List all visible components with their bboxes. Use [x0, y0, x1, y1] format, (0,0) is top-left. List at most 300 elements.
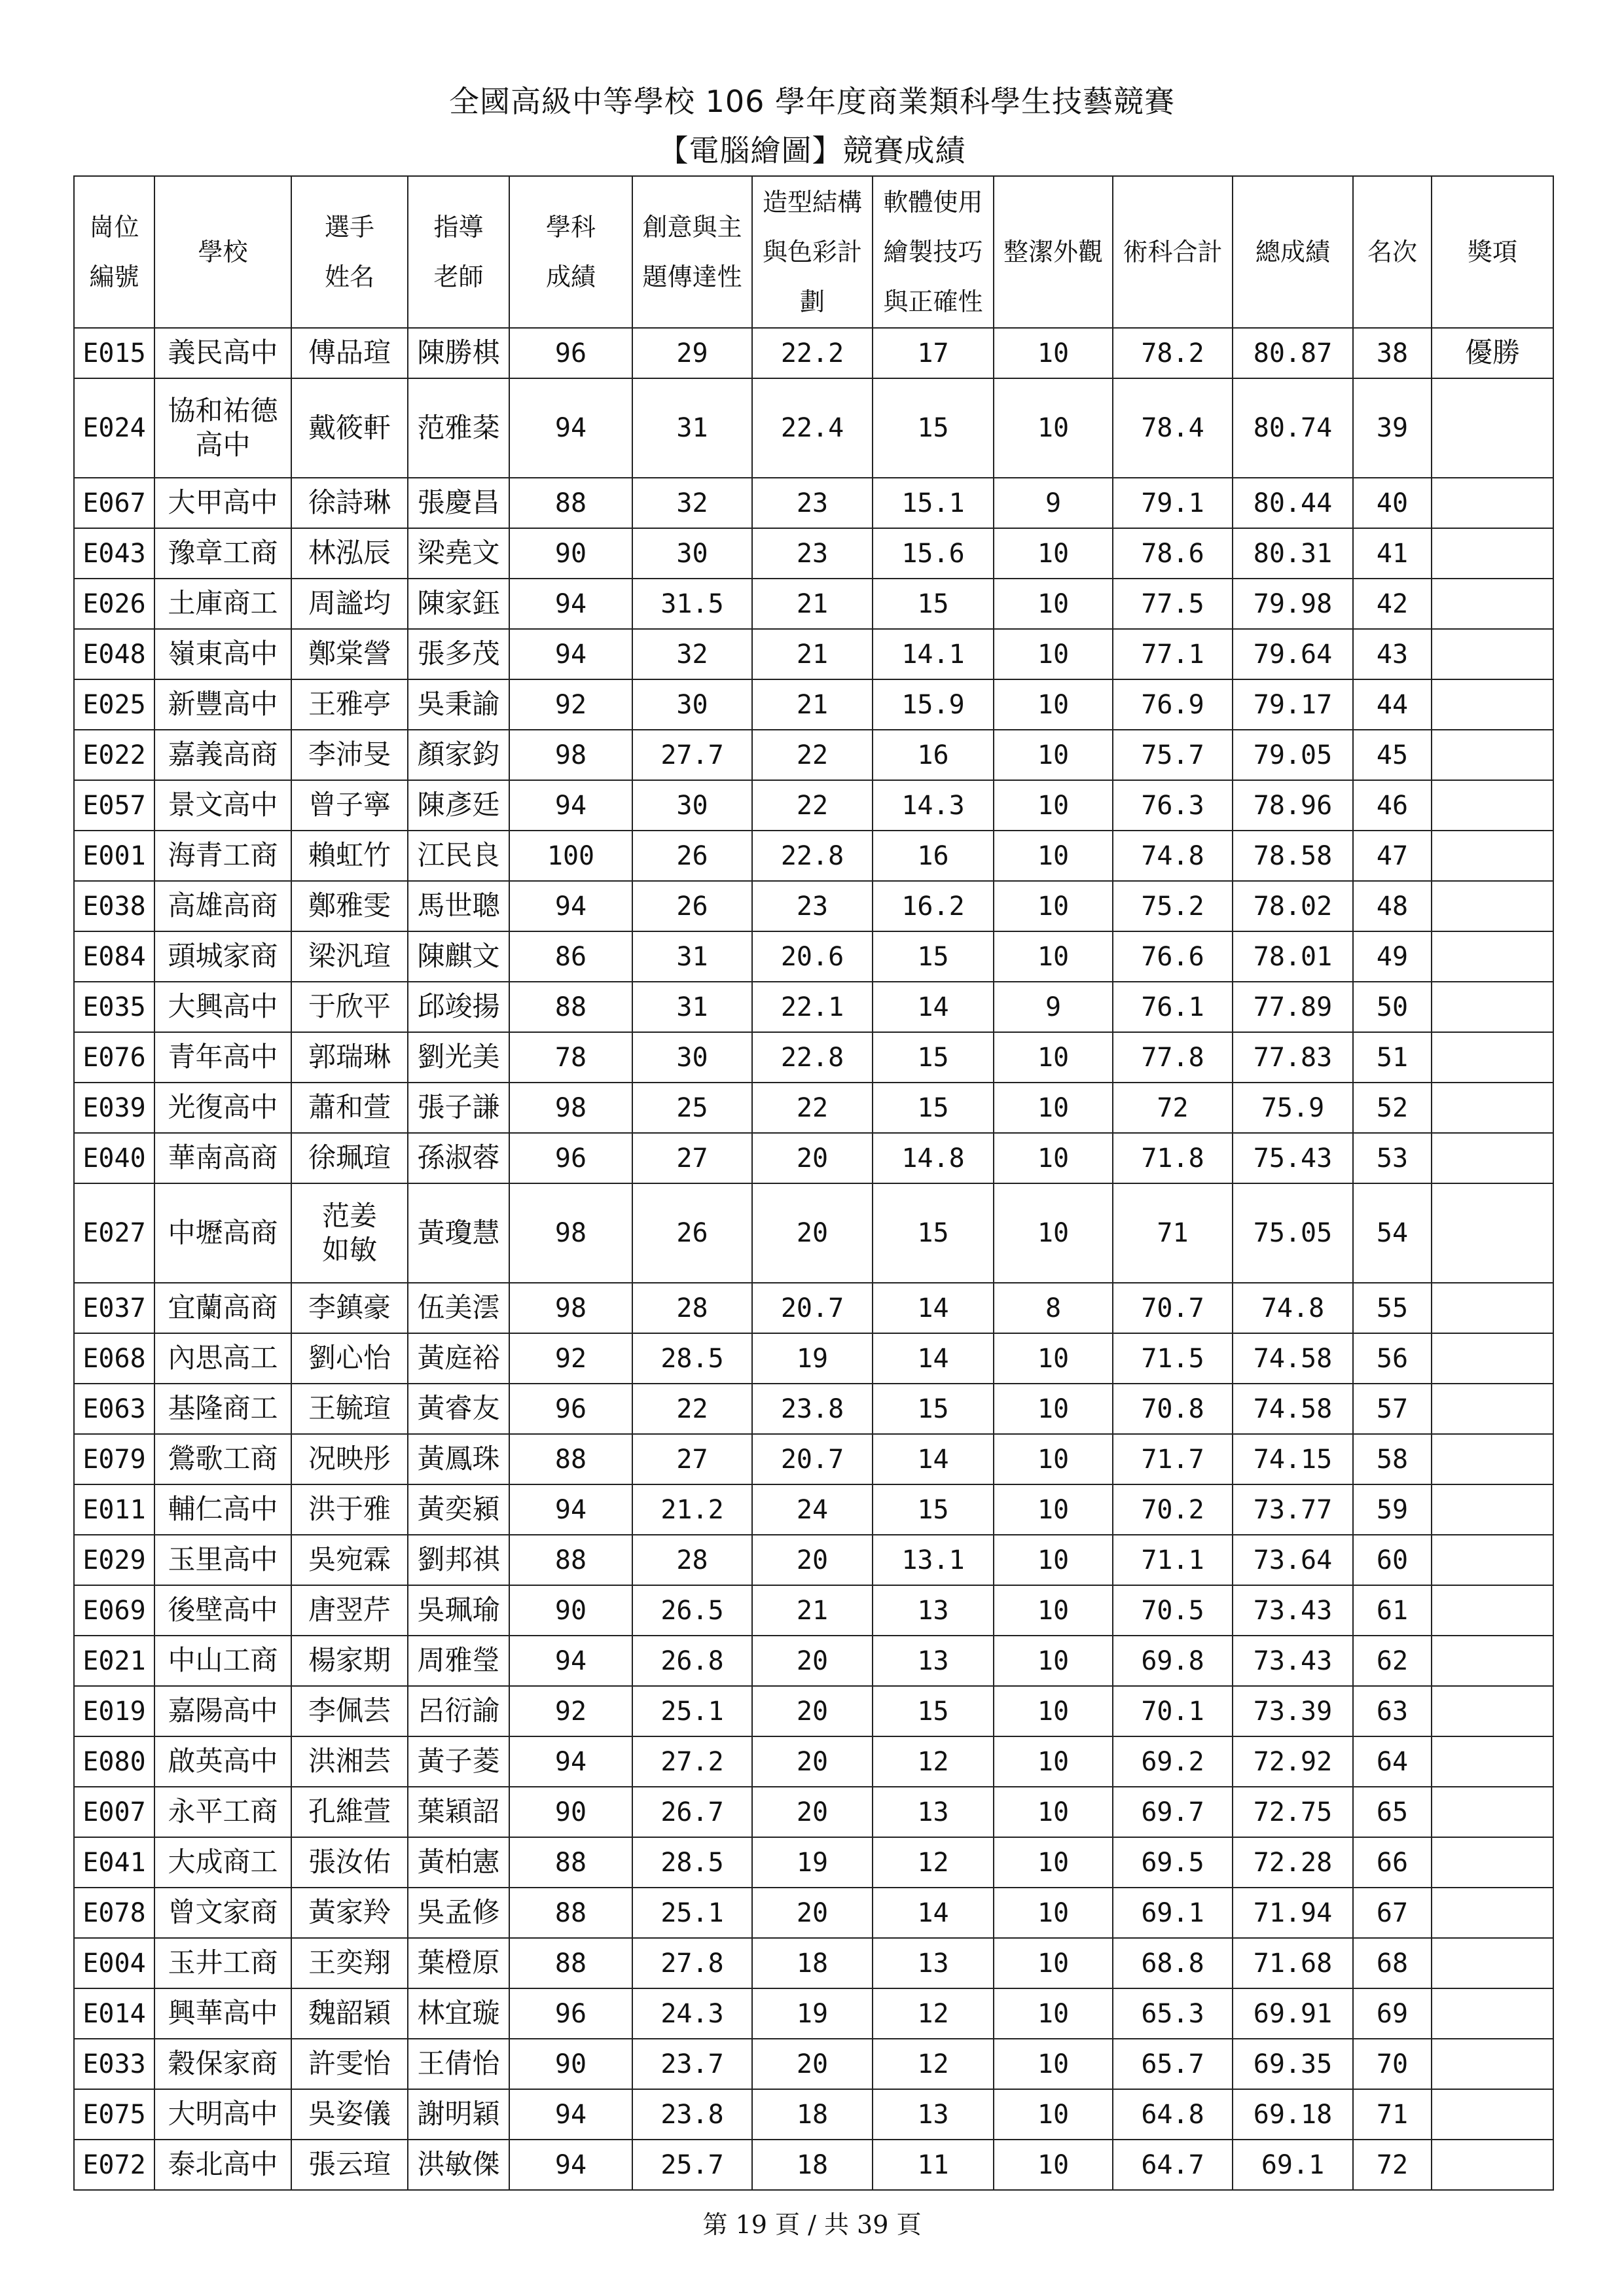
table-row	[74, 831, 1553, 881]
cell-teacher	[408, 780, 509, 831]
cell-rank: 42	[1353, 579, 1432, 629]
cell-total: 74.15	[1233, 1434, 1353, 1484]
cell-total: 78.01	[1233, 931, 1353, 982]
cell-line: 張云瑄	[308, 2148, 391, 2181]
cell-creativity: 31	[632, 931, 752, 982]
cell-academic: 90	[509, 528, 632, 579]
cell-line: 王奕翔	[308, 1946, 391, 1979]
cell-player	[291, 1083, 408, 1133]
column-header-line: 成績	[545, 262, 596, 291]
cell-line: 景文高中	[168, 789, 278, 821]
cell-award	[1432, 1988, 1553, 2039]
cell-school	[154, 1837, 291, 1888]
cell-academic: 98	[509, 1183, 632, 1283]
cell-line: 中山工商	[168, 1644, 278, 1677]
cell-line: 嘉陽高中	[168, 1695, 278, 1727]
cell-design: 20	[752, 1636, 873, 1686]
cell-practical: 76.1	[1113, 982, 1233, 1032]
cell-total: 75.05	[1233, 1183, 1353, 1283]
cell-creativity: 31	[632, 378, 752, 478]
column-header-line: 與正確性	[883, 287, 983, 316]
cell-award	[1432, 780, 1553, 831]
cell-line: 吳珮瑜	[417, 1594, 500, 1626]
cell-teacher	[408, 528, 509, 579]
cell-line: 吳孟修	[417, 1896, 500, 1929]
cell-line: 啟英高中	[168, 1745, 278, 1778]
cell-line: 黃子菱	[417, 1745, 500, 1778]
cell-player	[291, 982, 408, 1032]
cell-line: 郭瑞琳	[308, 1041, 391, 1073]
cell-total: 80.74	[1233, 378, 1353, 478]
cell-line: 後壁高中	[168, 1594, 278, 1626]
cell-design: 19	[752, 1837, 873, 1888]
cell-neatness: 10	[994, 730, 1113, 780]
cell-player	[291, 1032, 408, 1083]
cell-school	[154, 328, 291, 378]
cell-id: E048	[74, 629, 154, 679]
cell-academic: 90	[509, 2039, 632, 2089]
cell-academic: 94	[509, 2140, 632, 2190]
column-header-line: 軟體使用	[883, 188, 983, 217]
cell-teacher	[408, 2140, 509, 2190]
cell-line: 曾文家商	[168, 1896, 278, 1929]
cell-software: 12	[873, 1736, 994, 1787]
cell-school	[154, 478, 291, 528]
cell-software: 15	[873, 378, 994, 478]
cell-award	[1432, 1686, 1553, 1736]
cell-player	[291, 1585, 408, 1636]
cell-teacher	[408, 1888, 509, 1938]
cell-award	[1432, 1535, 1553, 1585]
cell-id: E027	[74, 1183, 154, 1283]
cell-line: 吳宛霖	[308, 1543, 391, 1576]
cell-player	[291, 1938, 408, 1988]
cell-player	[291, 1535, 408, 1585]
cell-line: 光復高中	[168, 1091, 278, 1124]
cell-rank: 59	[1353, 1484, 1432, 1535]
cell-school	[154, 1032, 291, 1083]
cell-line: 王倩怡	[417, 2047, 500, 2080]
cell-line: 鄭棠謍	[308, 637, 391, 670]
cell-design: 18	[752, 1938, 873, 1988]
cell-academic: 94	[509, 629, 632, 679]
cell-player	[291, 328, 408, 378]
cell-school	[154, 1787, 291, 1837]
cell-creativity: 27.8	[632, 1938, 752, 1988]
cell-school	[154, 528, 291, 579]
cell-id: E015	[74, 328, 154, 378]
cell-practical: 71	[1113, 1183, 1233, 1283]
cell-line: 輔仁高中	[168, 1493, 278, 1526]
cell-school	[154, 2039, 291, 2089]
cell-total: 73.43	[1233, 1636, 1353, 1686]
cell-id: E067	[74, 478, 154, 528]
cell-award	[1432, 1938, 1553, 1988]
cell-rank: 55	[1353, 1283, 1432, 1333]
table-row	[74, 1888, 1553, 1938]
table-row	[74, 730, 1553, 780]
cell-creativity: 28	[632, 1283, 752, 1333]
cell-practical: 69.8	[1113, 1636, 1233, 1686]
table-row	[74, 1434, 1553, 1484]
cell-teacher	[408, 629, 509, 679]
cell-practical: 79.1	[1113, 478, 1233, 528]
cell-id: E037	[74, 1283, 154, 1333]
cell-creativity: 30	[632, 528, 752, 579]
cell-design: 22.2	[752, 328, 873, 378]
cell-rank: 56	[1353, 1333, 1432, 1384]
cell-rank: 47	[1353, 831, 1432, 881]
cell-line: 唐翌芹	[308, 1594, 391, 1626]
column-header-teacher	[408, 176, 509, 328]
cell-total: 75.9	[1233, 1083, 1353, 1133]
cell-id: E019	[74, 1686, 154, 1736]
cell-school	[154, 1636, 291, 1686]
cell-player	[291, 1636, 408, 1686]
cell-practical: 77.5	[1113, 579, 1233, 629]
cell-teacher	[408, 1384, 509, 1434]
cell-creativity: 28	[632, 1535, 752, 1585]
cell-creativity: 25	[632, 1083, 752, 1133]
cell-neatness: 10	[994, 679, 1113, 730]
cell-software: 16	[873, 730, 994, 780]
cell-teacher	[408, 1938, 509, 1988]
cell-teacher	[408, 679, 509, 730]
cell-academic: 94	[509, 780, 632, 831]
cell-design: 22.1	[752, 982, 873, 1032]
cell-teacher	[408, 1837, 509, 1888]
cell-line: 黃奕潁	[417, 1493, 500, 1526]
column-header-school	[154, 176, 291, 328]
cell-rank: 71	[1353, 2089, 1432, 2140]
cell-award	[1432, 831, 1553, 881]
cell-line: 基隆商工	[168, 1392, 278, 1425]
cell-award	[1432, 2089, 1553, 2140]
cell-total: 69.1	[1233, 2140, 1353, 2190]
cell-teacher	[408, 1434, 509, 1484]
cell-teacher	[408, 1183, 509, 1283]
cell-player	[291, 1434, 408, 1484]
cell-teacher	[408, 328, 509, 378]
cell-line: 梁汎瑄	[308, 940, 391, 973]
cell-rank: 62	[1353, 1636, 1432, 1686]
cell-id: E026	[74, 579, 154, 629]
cell-design: 21	[752, 629, 873, 679]
cell-neatness: 10	[994, 2089, 1113, 2140]
cell-school	[154, 629, 291, 679]
cell-software: 15	[873, 1484, 994, 1535]
cell-line: 玉井工商	[168, 1946, 278, 1979]
cell-neatness: 10	[994, 328, 1113, 378]
cell-rank: 70	[1353, 2039, 1432, 2089]
cell-software: 15	[873, 1686, 994, 1736]
cell-total: 78.02	[1233, 881, 1353, 931]
cell-neatness: 8	[994, 1283, 1113, 1333]
cell-award	[1432, 2140, 1553, 2190]
cell-school	[154, 982, 291, 1032]
cell-neatness: 10	[994, 1434, 1113, 1484]
cell-total: 73.64	[1233, 1535, 1353, 1585]
cell-academic: 94	[509, 579, 632, 629]
cell-line: 李沛旻	[308, 738, 391, 771]
column-header-rank	[1353, 176, 1432, 328]
cell-academic: 86	[509, 931, 632, 982]
cell-creativity: 26.8	[632, 1636, 752, 1686]
cell-id: E025	[74, 679, 154, 730]
cell-line: 嘉義高商	[168, 738, 278, 771]
cell-practical: 77.1	[1113, 629, 1233, 679]
cell-practical: 71.7	[1113, 1434, 1233, 1484]
column-header-line: 選手	[324, 213, 374, 242]
cell-line: 大成商工	[168, 1846, 278, 1878]
cell-creativity: 30	[632, 679, 752, 730]
table-row	[74, 1585, 1553, 1636]
cell-creativity: 24.3	[632, 1988, 752, 2039]
cell-rank: 54	[1353, 1183, 1432, 1283]
cell-id: E029	[74, 1535, 154, 1585]
table-row	[74, 1535, 1553, 1585]
cell-design: 21	[752, 1585, 873, 1636]
cell-academic: 88	[509, 1434, 632, 1484]
cell-practical: 76.6	[1113, 931, 1233, 982]
cell-line: 張慶昌	[417, 486, 500, 519]
cell-line: 王毓瑄	[308, 1392, 391, 1425]
cell-neatness: 10	[994, 2140, 1113, 2190]
cell-line: 大甲高中	[168, 486, 278, 519]
cell-rank: 65	[1353, 1787, 1432, 1837]
cell-award	[1432, 1636, 1553, 1686]
cell-line: 曾子寧	[308, 789, 391, 821]
table-row	[74, 1384, 1553, 1434]
table-row	[74, 679, 1553, 730]
cell-design: 23	[752, 528, 873, 579]
cell-line: 許雯怡	[308, 2047, 391, 2080]
cell-line: 玉里高中	[168, 1543, 278, 1576]
cell-player	[291, 378, 408, 478]
column-header-creativity	[632, 176, 752, 328]
cell-award	[1432, 1585, 1553, 1636]
cell-total: 69.35	[1233, 2039, 1353, 2089]
cell-line: 鄭雅雯	[308, 889, 391, 922]
table-row	[74, 1283, 1553, 1333]
cell-creativity: 27	[632, 1434, 752, 1484]
cell-rank: 46	[1353, 780, 1432, 831]
cell-line: 王雅亭	[308, 688, 391, 721]
cell-award	[1432, 1484, 1553, 1535]
cell-line: 大明高中	[168, 2098, 278, 2130]
cell-school	[154, 1585, 291, 1636]
cell-id: E069	[74, 1585, 154, 1636]
cell-school	[154, 2089, 291, 2140]
cell-practical: 76.9	[1113, 679, 1233, 730]
cell-teacher	[408, 1133, 509, 1183]
cell-player	[291, 1988, 408, 2039]
column-header-id	[74, 176, 154, 328]
cell-creativity: 22	[632, 1384, 752, 1434]
cell-practical: 70.8	[1113, 1384, 1233, 1434]
cell-teacher	[408, 831, 509, 881]
cell-creativity: 23.8	[632, 2089, 752, 2140]
cell-id: E043	[74, 528, 154, 579]
cell-practical: 70.5	[1113, 1585, 1233, 1636]
cell-design: 20.6	[752, 931, 873, 982]
cell-award	[1432, 528, 1553, 579]
cell-id: E007	[74, 1787, 154, 1837]
table-row	[74, 1333, 1553, 1384]
cell-practical: 69.1	[1113, 1888, 1233, 1938]
cell-total: 79.98	[1233, 579, 1353, 629]
cell-school	[154, 1384, 291, 1434]
column-header-line: 名次	[1367, 238, 1417, 266]
cell-rank: 51	[1353, 1032, 1432, 1083]
cell-teacher	[408, 2089, 509, 2140]
cell-neatness: 10	[994, 881, 1113, 931]
column-header-line: 編號	[89, 262, 139, 291]
column-header-line: 創意與主	[642, 213, 742, 242]
cell-player	[291, 1333, 408, 1384]
cell-neatness: 10	[994, 780, 1113, 831]
cell-school	[154, 1484, 291, 1535]
cell-id: E072	[74, 2140, 154, 2190]
cell-software: 13	[873, 1938, 994, 1988]
cell-academic: 94	[509, 1636, 632, 1686]
cell-line: 陳彥廷	[417, 789, 500, 821]
cell-rank: 61	[1353, 1585, 1432, 1636]
table-row	[74, 1938, 1553, 1988]
cell-total: 69.18	[1233, 2089, 1353, 2140]
cell-school	[154, 931, 291, 982]
cell-teacher	[408, 730, 509, 780]
cell-design: 20.7	[752, 1434, 873, 1484]
cell-software: 12	[873, 1988, 994, 2039]
cell-academic: 92	[509, 679, 632, 730]
cell-creativity: 25.7	[632, 2140, 752, 2190]
table-row	[74, 1988, 1553, 2039]
cell-id: E068	[74, 1333, 154, 1384]
cell-academic: 96	[509, 328, 632, 378]
cell-neatness: 9	[994, 982, 1113, 1032]
table-row	[74, 1484, 1553, 1535]
cell-total: 72.28	[1233, 1837, 1353, 1888]
cell-design: 21	[752, 579, 873, 629]
cell-teacher	[408, 1686, 509, 1736]
cell-id: E075	[74, 2089, 154, 2140]
cell-line: 黃庭裕	[417, 1342, 500, 1374]
cell-school	[154, 1283, 291, 1333]
cell-design: 23.8	[752, 1384, 873, 1434]
cell-id: E040	[74, 1133, 154, 1183]
cell-teacher	[408, 1585, 509, 1636]
cell-award	[1432, 1183, 1553, 1283]
cell-player	[291, 679, 408, 730]
cell-design: 18	[752, 2140, 873, 2190]
cell-total: 73.39	[1233, 1686, 1353, 1736]
cell-practical: 64.7	[1113, 2140, 1233, 2190]
cell-neatness: 10	[994, 378, 1113, 478]
cell-creativity: 26	[632, 831, 752, 881]
cell-creativity: 21.2	[632, 1484, 752, 1535]
column-header-award	[1432, 176, 1553, 328]
cell-line: 江民良	[417, 839, 500, 872]
table-row	[74, 1686, 1553, 1736]
cell-neatness: 10	[994, 2039, 1113, 2089]
cell-total: 80.31	[1233, 528, 1353, 579]
cell-line: 黃鳳珠	[417, 1443, 500, 1475]
cell-rank: 57	[1353, 1384, 1432, 1434]
cell-award	[1432, 1787, 1553, 1837]
cell-line: 宜蘭高商	[168, 1291, 278, 1324]
cell-rank: 66	[1353, 1837, 1432, 1888]
cell-practical: 69.7	[1113, 1787, 1233, 1837]
table-row	[74, 780, 1553, 831]
cell-line: 陳勝棋	[417, 336, 500, 369]
cell-player	[291, 831, 408, 881]
cell-teacher	[408, 1535, 509, 1585]
cell-academic: 96	[509, 1384, 632, 1434]
cell-software: 11	[873, 2140, 994, 2190]
cell-academic: 100	[509, 831, 632, 881]
column-header-player	[291, 176, 408, 328]
cell-line: 戴筱軒	[308, 411, 391, 444]
cell-design: 19	[752, 1333, 873, 1384]
cell-line: 梁堯文	[417, 537, 500, 569]
cell-total: 72.75	[1233, 1787, 1353, 1837]
cell-line: 謝明穎	[417, 2098, 500, 2130]
cell-software: 14.8	[873, 1133, 994, 1183]
cell-line: 高雄高商	[168, 889, 278, 922]
cell-school	[154, 1083, 291, 1133]
cell-design: 18	[752, 2089, 873, 2140]
cell-software: 14	[873, 1333, 994, 1384]
cell-line: 永平工商	[168, 1795, 278, 1828]
cell-creativity: 28.5	[632, 1333, 752, 1384]
cell-design: 22	[752, 780, 873, 831]
cell-software: 15	[873, 1384, 994, 1434]
cell-design: 22	[752, 730, 873, 780]
cell-player	[291, 1736, 408, 1787]
cell-teacher	[408, 982, 509, 1032]
cell-player	[291, 1837, 408, 1888]
table-row	[74, 1032, 1553, 1083]
column-header-line: 題傳達性	[642, 262, 742, 291]
cell-academic: 78	[509, 1032, 632, 1083]
cell-academic: 98	[509, 1283, 632, 1333]
cell-id: E041	[74, 1837, 154, 1888]
cell-line: 葉橙原	[417, 1946, 500, 1979]
cell-id: E014	[74, 1988, 154, 2039]
table-row	[74, 2089, 1553, 2140]
cell-academic: 96	[509, 1133, 632, 1183]
cell-teacher	[408, 1736, 509, 1787]
cell-design: 23	[752, 881, 873, 931]
cell-player	[291, 1686, 408, 1736]
cell-software: 12	[873, 2039, 994, 2089]
cell-software: 15	[873, 579, 994, 629]
table-row	[74, 478, 1553, 528]
cell-software: 15	[873, 1032, 994, 1083]
cell-academic: 88	[509, 478, 632, 528]
cell-award	[1432, 629, 1553, 679]
cell-line: 傅品瑄	[308, 336, 391, 369]
cell-design: 20	[752, 2039, 873, 2089]
cell-award	[1432, 478, 1553, 528]
cell-player	[291, 1888, 408, 1938]
cell-software: 14	[873, 1283, 994, 1333]
cell-teacher	[408, 378, 509, 478]
cell-player	[291, 2140, 408, 2190]
cell-line: 如敏	[321, 1234, 377, 1266]
cell-rank: 68	[1353, 1938, 1432, 1988]
